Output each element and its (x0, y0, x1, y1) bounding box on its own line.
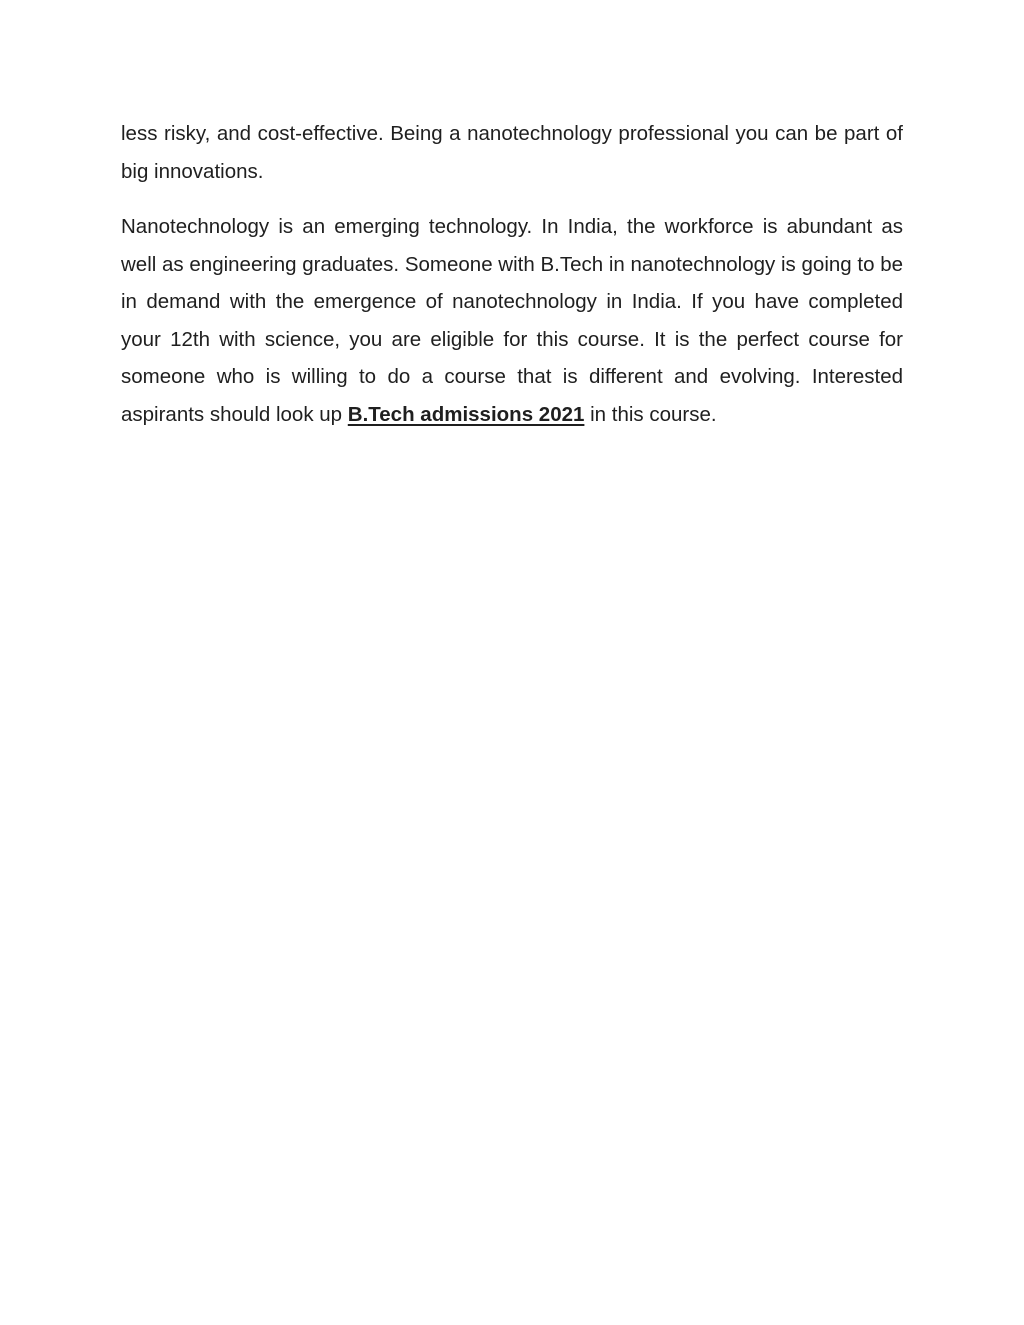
paragraph-2-text-before-link: Nanotechnology is an emerging technology. In India, the workforce is abundant as well as engineering graduates. Someone with B.Tech in nanotechnology is going to be in demand with the emergence of nanotechnology in India. If you have completed your 12th with science, you are eligible for this course. It is the perfect course for someone who is willing to do a course that is different and evolving. Interested aspirants should look up (121, 215, 903, 426)
btech-admissions-link[interactable]: B.Tech admissions 2021 (347, 402, 585, 426)
paragraph-2 (121, 208, 903, 433)
paragraph-1: less risky, and cost-effective. Being a nanotechnology professional you can be part of big innovations. (121, 122, 903, 183)
document-body (121, 115, 903, 451)
paragraph-2-text-after-link: in this course. (584, 402, 717, 426)
